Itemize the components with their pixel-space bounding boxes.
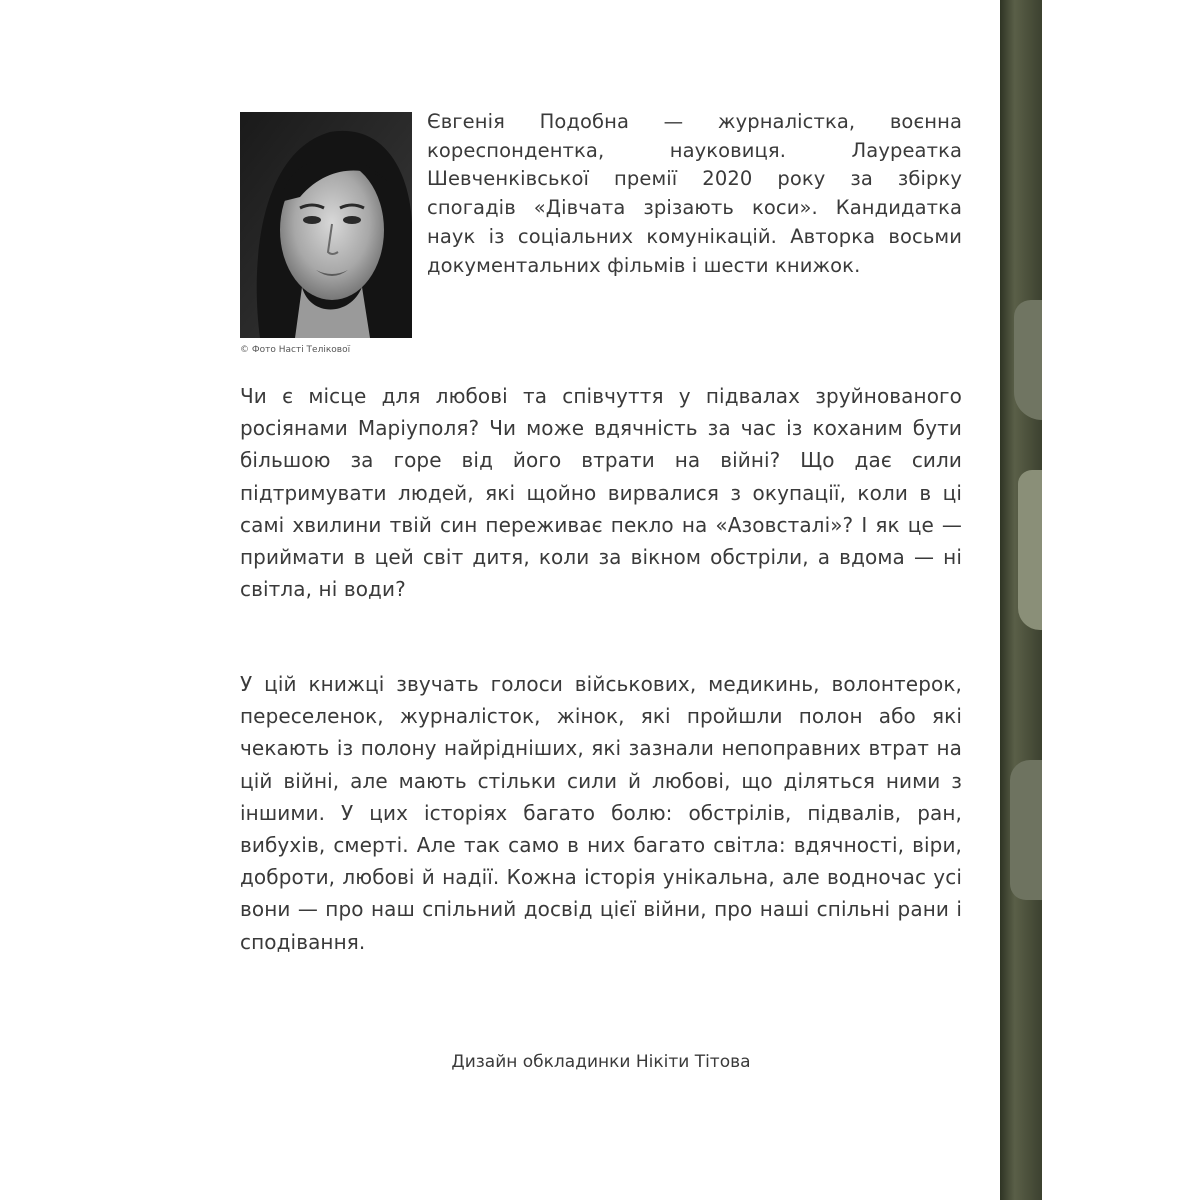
author-bio: Євгенія Подобна — журналістка, воєнна кореспондентка, науковиця. Лауреатка Шевченківської премії 2020 року за збірку спогадів «Дівчата зрізають коси». Кандидатка наук із соціальних комунікацій. Авторка восьми документальних фільмів і шести книжок. — [427, 110, 962, 277]
cover-design-credit: Дизайн обкладинки Нікіти Тітова — [451, 1052, 751, 1072]
description-paragraph-2: У цій книжці звучать голоси військових, медикинь, волонтерок, переселенок, журналісток, жінок, які пройшли полон або які чекають із полону найрідніших, які зазнали непоправних втрат на цій війні, але мають стільки сили й любові, що діляться ними з іншими. У цих історіях багато болю: обстрілів, підвалів, ран, вибухів, смерті. Але так само в них багато світла: вдячності, віри, доброти, любові й надії. Кожна історія унікальна, але водночас усі вони — про наш спільний досвід цієї війни, про наші спільні рани і сподівання. — [240, 672, 962, 954]
description-paragraph-1: Чи є місце для любові та співчуття у підвалах зруйнованого росіянами Маріуполя? Чи може вдячність за час із коханим бути більшою за горе від його втрати на війні? Що дає сили підтримувати людей, які щойно вирвалися з окупації, коли в ці самі хвилини твій син переживає пекло на «Азовсталі»? І як це — приймати в цей світ дитя, коли за вікном обстріли, а вдома — ні світла, ні води? — [240, 384, 962, 602]
author-photo — [240, 112, 412, 338]
photo-credit: © Фото Насті Телікової — [240, 345, 351, 355]
book-spine — [1000, 0, 1042, 1200]
